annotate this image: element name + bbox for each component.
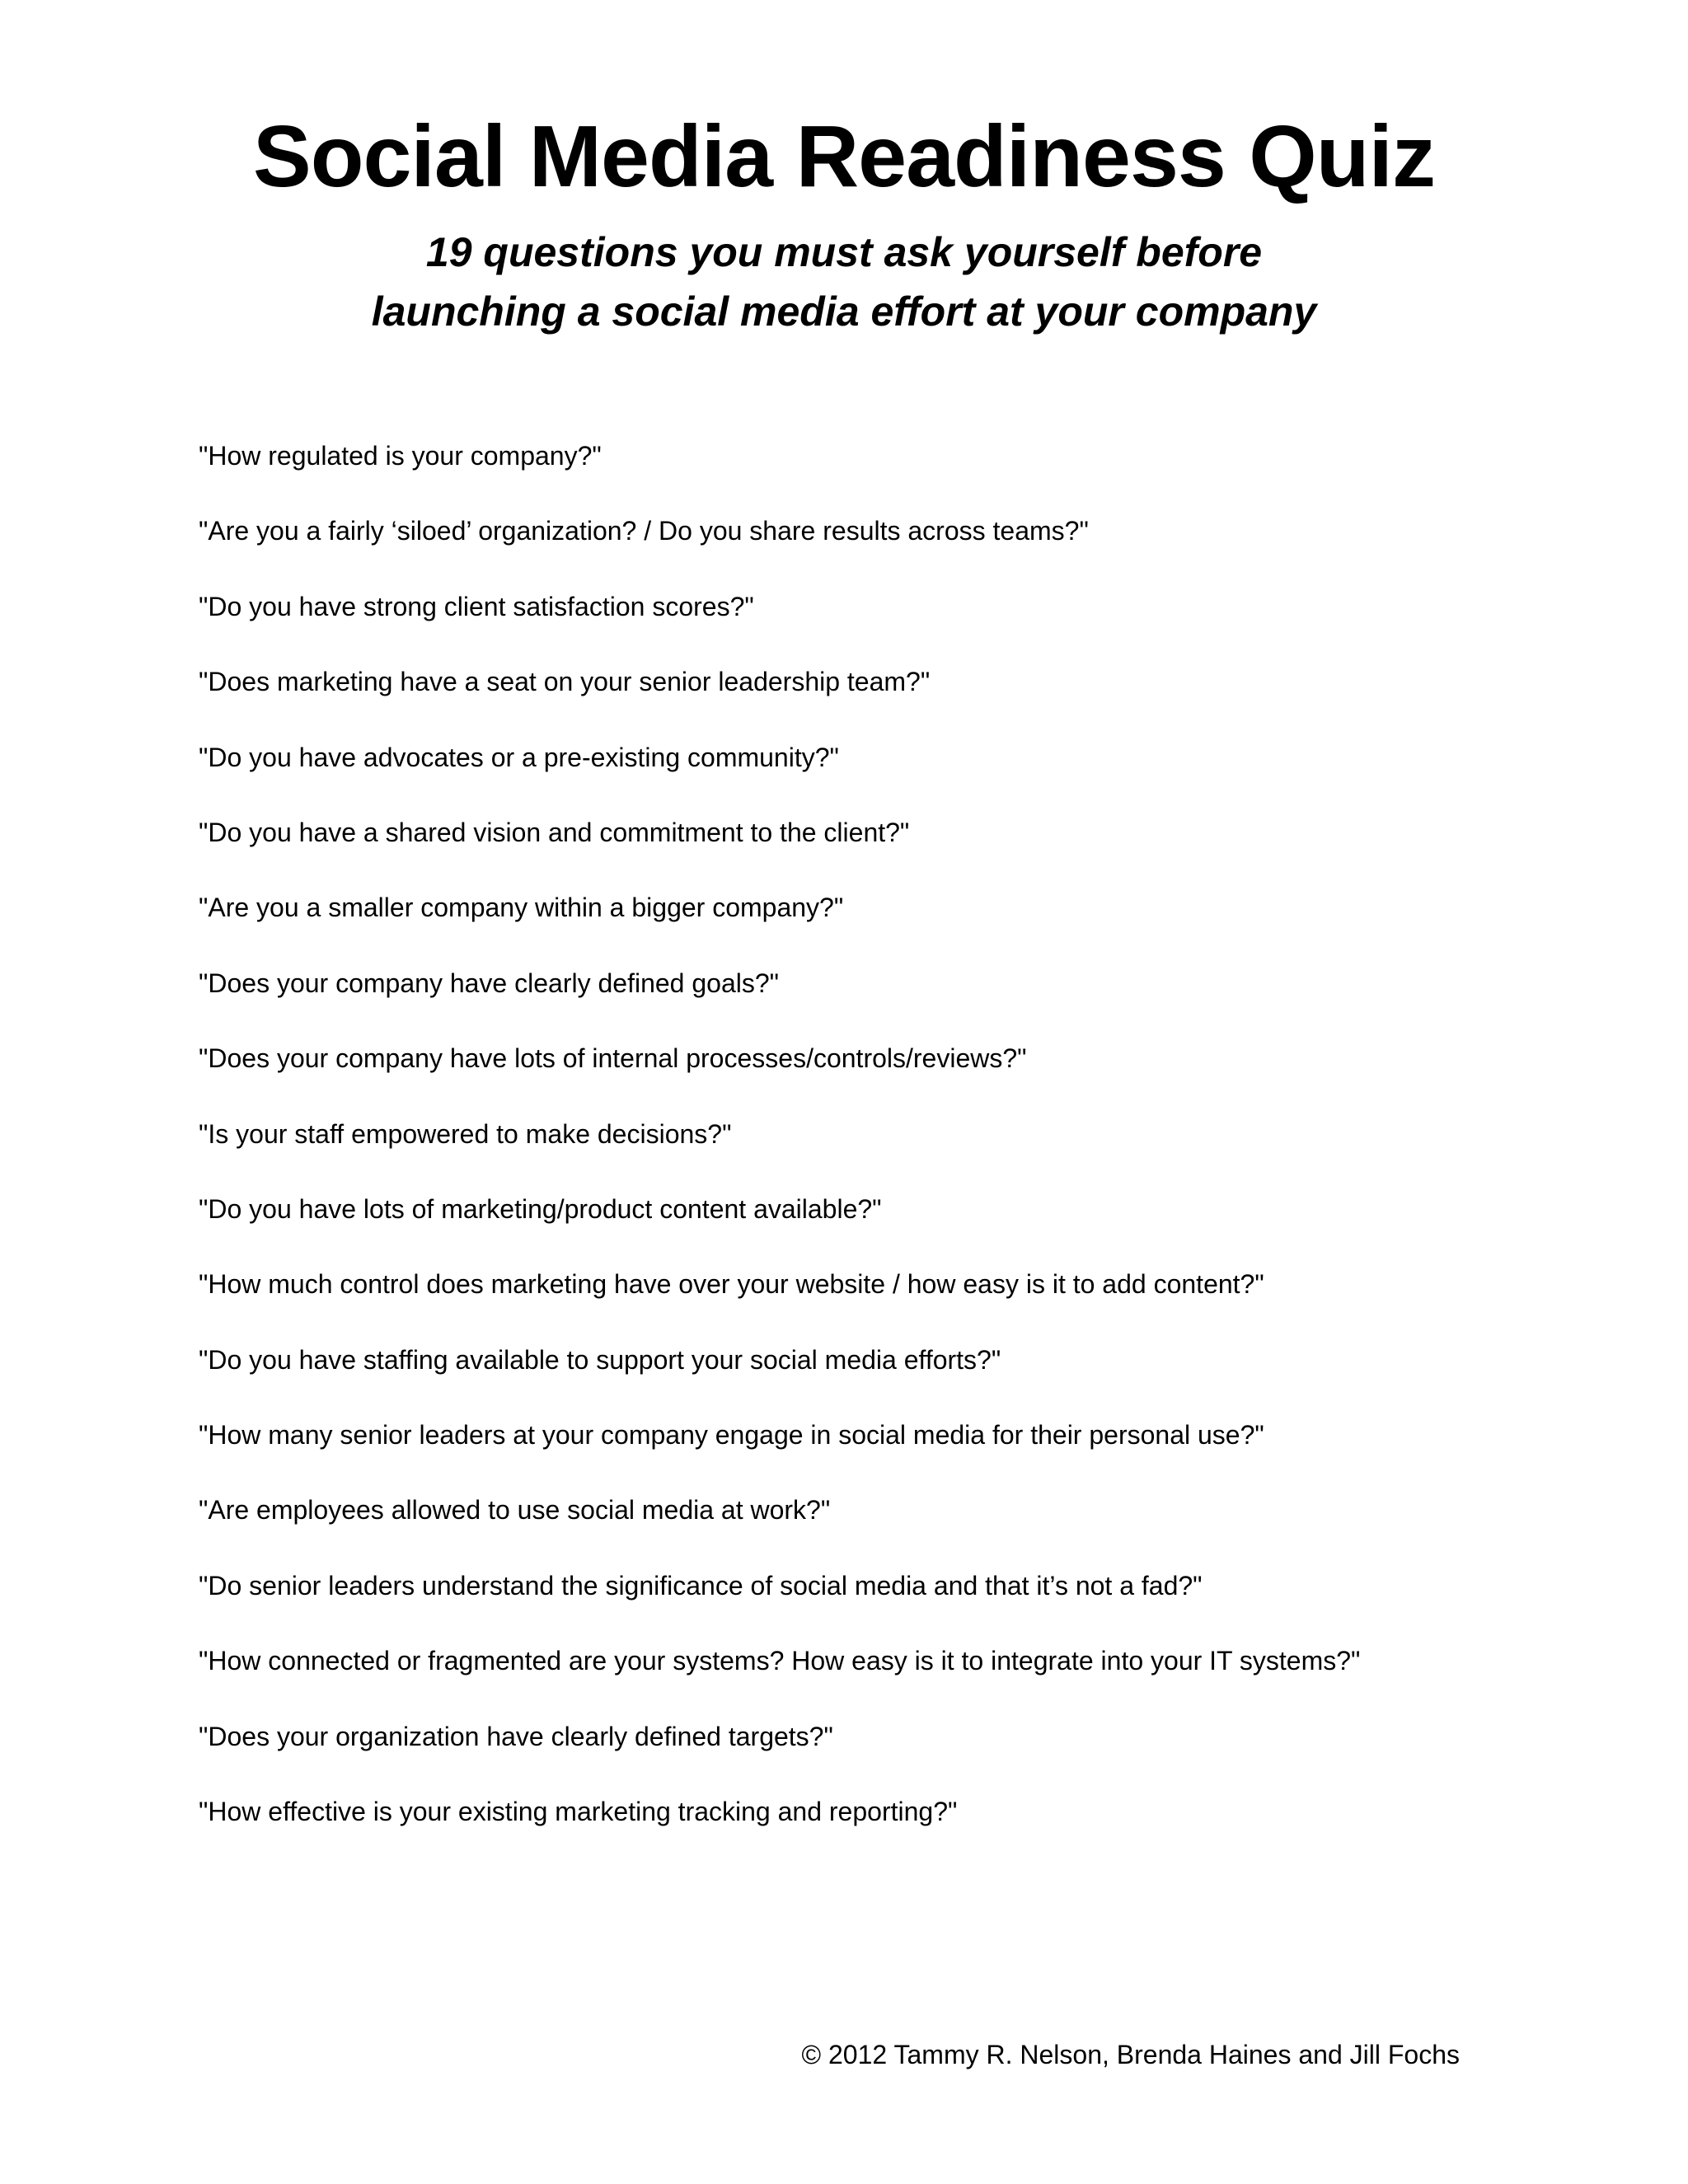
question-item: "Do you have lots of marketing/product content available?" [199, 1193, 882, 1224]
question-item: "How connected or fragmented are your systems? How easy is it to integrate into your IT systems?" [199, 1646, 1361, 1676]
question-item: "Does your organization have clearly defined targets?" [199, 1721, 833, 1751]
question-item: "Do you have advocates or a pre-existing community?" [199, 742, 839, 772]
subtitle-line-1: 19 questions you must ask yourself before [425, 229, 1263, 275]
question-item: "Are employees allowed to use social media at work?" [199, 1495, 831, 1526]
question-item: "Does your company have lots of internal processes/controls/reviews?" [199, 1043, 1027, 1074]
question-item: "Does your company have clearly defined goals?" [199, 968, 779, 998]
question-item: "How much control does marketing have over your website / how easy is it to add content?" [199, 1269, 1264, 1300]
question-item: "How regulated is your company?" [199, 441, 602, 471]
page-subtitle [0, 223, 1688, 341]
question-item: "Do you have strong client satisfaction scores?" [199, 591, 754, 621]
question-item: "Is your staff empowered to make decisions?" [199, 1118, 732, 1149]
page-title: Social Media Readiness Quiz [253, 108, 1435, 205]
question-item: "Does marketing have a seat on your senior leadership team?" [199, 667, 931, 697]
question-list [199, 439, 1600, 1870]
question-item: "How many senior leaders at your company engage in social media for their personal use?" [199, 1420, 1264, 1451]
question-item: "Do you have a shared vision and commitment to the client?" [199, 817, 910, 847]
question-item: "Are you a smaller company within a bigger company?" [199, 893, 844, 923]
copyright-notice: © 2012 Tammy R. Nelson, Brenda Haines and Jill Fochs [801, 2040, 1460, 2069]
question-item: "How effective is your existing marketing tracking and reporting?" [199, 1797, 958, 1827]
question-item: "Do senior leaders understand the significance of social media and that it’s not a fad?" [199, 1570, 1203, 1601]
question-item: "Are you a fairly ‘siloed’ organization? / Do you share results across teams?" [199, 516, 1089, 546]
subtitle-line-2: launching a social media effort at your company [371, 288, 1317, 335]
question-item: "Do you have staffing available to support your social media efforts?" [199, 1344, 1001, 1375]
